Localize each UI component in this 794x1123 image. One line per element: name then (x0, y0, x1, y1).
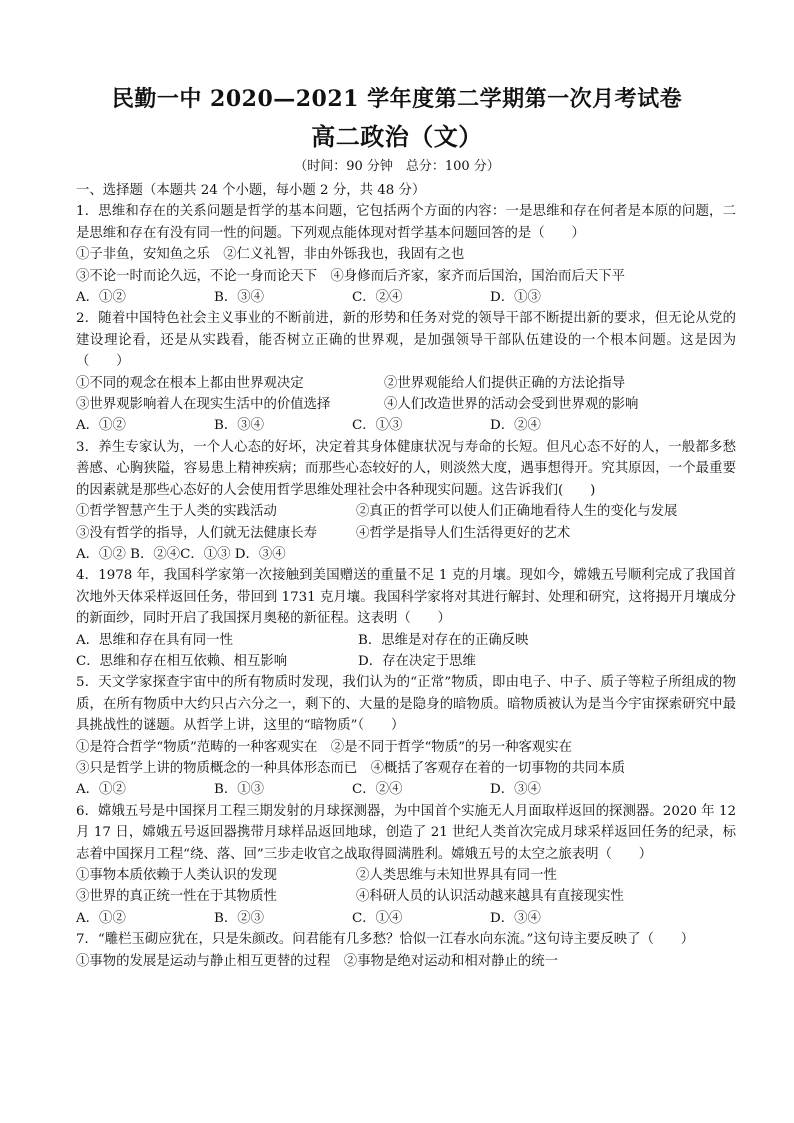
option-c[interactable]: C．①③ (352, 418, 403, 434)
option-b[interactable]: B．②③ (214, 910, 265, 926)
question-6 (76, 801, 736, 929)
statement: ①哲学智慧产生于人类的实践活动 (76, 504, 277, 520)
option-c[interactable]: C．思维和存在相互依赖、相互影响 (76, 653, 288, 669)
question-2 (76, 308, 736, 436)
statement-line: ①事物的发展是运动与静止相互更替的过程 ②事物是绝对运动和相对静止的统一 (76, 953, 559, 969)
statement-line: ①子非鱼，安知鱼之乐 ②仁义礼智，非由外铄我也，我固有之也 (76, 247, 465, 263)
statement: ④人们改造世界的活动会受到世界观的影响 (384, 397, 639, 413)
option-d[interactable]: D．①③ (490, 290, 541, 306)
answer-options[interactable]: A．①② B．②④C．①③ D．③④ (76, 546, 286, 562)
option-d[interactable]: D．存在决定于思维 (358, 653, 476, 669)
statement-line: ①是符合哲学“物质”范畴的一种客观实在 ②是不同于哲学“物质”的另一种客观实在 (76, 739, 573, 755)
option-b[interactable]: B．③④ (214, 418, 265, 434)
option-d[interactable]: D．③④ (490, 910, 541, 926)
section-heading: 一、选择题（本题共 24 个小题，每小题 2 分，共 48 分） (76, 183, 426, 198)
question-stem: 4．1978 年，我国科学家第一次接触到美国赠送的重量不足 1 克的月壤。现如今，嫦娥五号顺利完成了我国首次地外天体采样返回任务，带回到 1731 克月壤。我国科学家将对其进行解封、处理和研究，这将揭开月壤成分的新面纱，同时开启了我国探月奥秘的新征程。这表明（ ） (76, 568, 736, 627)
statement: ③世界观影响着人在现实生活中的价值选择 (76, 397, 331, 413)
option-b[interactable]: B．①③ (214, 782, 265, 798)
statement-pair (76, 865, 736, 886)
option-b[interactable]: B．思维是对存在的正确反映 (358, 632, 529, 648)
option-c[interactable]: C．①④ (352, 910, 403, 926)
question-1 (76, 201, 736, 308)
question-stem: 6．嫦娥五号是中国探月工程三期发射的月球探测器，为中国首个实施无人月面取样返回的探测器。2020 年 12 月 17 日，嫦娥五号返回器携带月球样品返回地球，创造了 21 世纪人类首次完成月球采样返回任务的纪录，标志着中国探月工程“绕、落、回”三步走收官之战取得圆满胜利。嫦娥五号的太空之旅表明（ ） (76, 803, 736, 862)
option-c[interactable]: C．②④ (352, 782, 403, 798)
statement: ③没有哲学的指导，人们就无法健康长寿 (76, 525, 318, 541)
option-a[interactable]: A．①② (76, 782, 126, 798)
statement-line: ③只是哲学上讲的物质概念的一种具体形态而已 ④概括了客观存在着的一切事物的共同本质 (76, 760, 626, 776)
answer-options (76, 651, 736, 672)
answer-options (76, 630, 736, 651)
exam-meta: （时间：90 分钟 总分：100 分） (294, 159, 500, 174)
option-d[interactable]: D．③④ (490, 782, 541, 798)
statement: ③世界的真正统一性在于其物质性 (76, 889, 277, 905)
question-5 (76, 672, 736, 800)
answer-options (76, 415, 736, 436)
statement-line: ③不论一时而论久远，不论一身而论天下 ④身修而后齐家，家齐而后国治，国治而后天下平 (76, 268, 626, 284)
question-stem: 2．随着中国特色社会主义事业的不断前进，新的形势和任务对党的领导干部不断提出新的要求，但无论从党的建设理论看，还是从实践看，能否树立正确的世界观，是加强领导干部队伍建设的一个根本问题。这是因为（ ） (76, 311, 736, 370)
statement: ④科研人员的认识活动越来越具有直接现实性 (356, 889, 624, 905)
question-7 (76, 929, 736, 972)
question-stem: 3．养生专家认为，一个人心态的好坏，决定着其身体健康状况与寿命的长短。但凡心态不好的人，一般都多愁善感、心胸狭隘，容易患上精神疾病；而那些心态较好的人，则淡然大度，遇事想得开。究其原因，一个最重要的因素就是那些心态好的人会使用哲学思维处理社会中各种现实问题。这告诉我们( ) (76, 439, 736, 498)
statement: ④哲学是指导人们生活得更好的艺术 (356, 525, 571, 541)
option-c[interactable]: C．②④ (352, 290, 403, 306)
option-a[interactable]: A．①② (76, 910, 126, 926)
answer-options (76, 908, 736, 929)
question-3 (76, 437, 736, 565)
option-a[interactable]: A．思维和存在具有同一性 (76, 632, 233, 648)
question-4 (76, 565, 736, 672)
option-a[interactable]: A．①② (76, 418, 126, 434)
statement-pair (76, 373, 736, 394)
question-list (76, 180, 736, 972)
question-stem: 1．思维和存在的关系问题是哲学的基本问题，它包括两个方面的内容：一是思维和存在何者是本原的问题，二是思维和存在有没有同一性的问题。下列观点能体现对哲学基本问题回答的是（ ） (76, 204, 736, 241)
statement: ②真正的哲学可以使人们正确地看待人生的变化与发展 (356, 504, 678, 520)
answer-options (76, 287, 736, 308)
statement: ①事物本质依赖于人类认识的发现 (76, 868, 277, 883)
option-b[interactable]: B．③④ (214, 290, 265, 306)
statement: ②世界观能给人们提供正确的方法论指导 (384, 375, 626, 391)
option-d[interactable]: D．②④ (490, 418, 541, 434)
exam-subtitle: 高二政治（文） (311, 122, 483, 151)
question-stem: 5．天文学家探查宇宙中的所有物质时发现，我们认为的“正常”物质，即由电子、中子、质子等粒子所组成的物质，在所有物质中大约只占六分之一，剩下的、大量的是隐身的暗物质。暗物质被认为是当今宇宙探索研究中最具挑战性的谜题。从哲学上讲，这里的“暗物质”（ ） (76, 675, 736, 734)
exam-title: 民勤一中 2020—2021 学年度第二学期第一次月考试卷 (111, 86, 683, 112)
statement: ①不同的观念在根本上都由世界观决定 (76, 375, 304, 391)
statement-pair (76, 394, 736, 415)
statement: ②人类思维与未知世界具有同一性 (356, 868, 557, 883)
statement-pair (76, 523, 736, 544)
question-stem: 7．“雕栏玉砌应犹在，只是朱颜改。问君能有几多愁？恰似一江春水向东流。”这句诗主要反映了（ ） (76, 932, 695, 948)
statement-pair (76, 886, 736, 907)
statement-pair (76, 501, 736, 522)
answer-options (76, 779, 736, 800)
option-a[interactable]: A．①② (76, 290, 126, 306)
